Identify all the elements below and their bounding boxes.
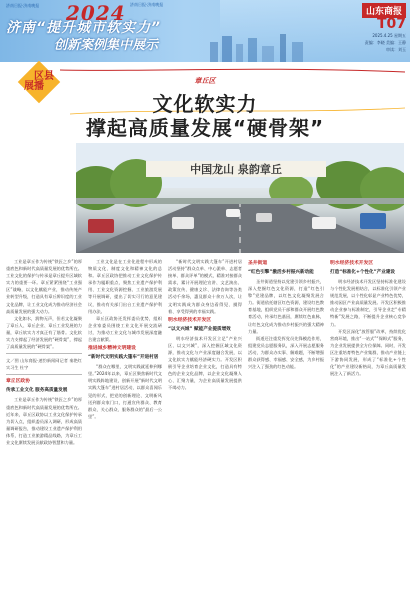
checker-credit: 审读：刘玉 [386, 47, 406, 52]
author-credit: 文／图 山东商报·速豹新闻网记者 秦艳红 实习生 杜宇 [6, 358, 82, 371]
district-name: 章丘区 [194, 77, 216, 85]
section-subheading: “以文兴城” 赋能产业提质增效 [168, 326, 231, 332]
column1-top-spacer [6, 150, 82, 258]
intro-paragraph-1: 工业是章丘作为传统“铁匠之乡”的厚重底色和新时代高质量发展的优势所在。工业文化的保护与传承是章丘提升区域软实力的重要一环。章丘紧紧围绕“工业强区”战略，以文化赋能产业，推动传统产业转型升级，打造具有章丘辨识度的工业文化品牌，让工业文化成为推动经济社会高质量发展的强大动力。 [6, 259, 82, 314]
district-badge-line1: 区县 [33, 71, 54, 83]
section-paragraph: 明水经济技术开发区坚持标准化建设与个性化发展相结合，以标准化引领产业规范发展，以个性化彰显产业特色优势，推动园区产业高质量发展。开发区积极推动企业参与标准制定，引导企业走“专精特新”发展之路，不断提升企业核心竞争力。 [330, 279, 406, 327]
section-paragraph: 工业是章丘作为传统“铁匠之乡”的厚重底色和新时代高质量发展的优势所在。近年来，章丘区政协以工业文化保护传承为切入点，组织委员深入调研，形成高质量调研报告，推动建设工业遗产保护利用体系，打造工业旅游精品线路，为章丘工业文化赓续发展贡献政协智慧和力量。 [6, 397, 82, 445]
section-heading: 圣井街道 [248, 261, 268, 266]
headline-line1: 文化软实力 [152, 92, 258, 116]
paper-name-badge: 山东商报 [362, 3, 406, 18]
section-subheading: “红色引擎”激活乡村振兴新动能 [248, 270, 314, 275]
section-heading: 明水经济技术开发区 [168, 317, 212, 323]
section-subheading: “新时代文明实践大篷车”开进村居 [88, 355, 159, 361]
paragraph: 街道还注重发挥党员先锋模范作用，组建党员志愿服务队，深入开展志愿服务活动，为群众办实事、解难题，不断增强群众获得感、幸福感、安全感，为乡村振兴注入了强劲的红色动能。 [248, 335, 324, 370]
section-paragraph: “群众在哪里，文明实践就延伸到哪里。”2024年以来，章丘区聚焦新时代文明实践阵地建设，创新开展“新时代文明实践大篷车”进村居活动，以群众喜闻乐见的形式，把党的创新理论、文明新风送到群众家门口，打通宣传群众、教育群众、关心群众、服务群众的“最后一公里”。 [88, 364, 162, 419]
article-column-5 [330, 258, 406, 598]
paragraph: 开发区深化“放管服”改革，持续优化营商环境，推出“一站式”“保姆式”服务，为企业发展提供全方位保障。同时，开发区注重培育特色产业集群，推动产业链上下游协同发展，形成了“标准化+个性化”的产业建设新格局，为章丘高质量发展注入了新活力。 [330, 328, 406, 377]
article-column-1 [6, 150, 82, 598]
masthead [0, 0, 410, 62]
article-column-2 [88, 258, 162, 598]
paragraph: 工业文化是在工业化进程中形成的物质文化、制度文化和精神文化的总和。章丘区政协把推动工业文化保护传承作为履职重点，聚焦工业遗产保护利用、工业文化资源挖掘、工业旅游发展等开展调研，提出了切实可行的意见建议，推动有关部门出台工业遗产保护利用办法。 [88, 259, 162, 314]
editor-credit: 责编：李晓 美编：王静 [364, 40, 406, 45]
section-subheading: 打造“标准化+个性化”产业建设 [330, 270, 396, 275]
divider [6, 374, 82, 375]
intro-paragraph-2: 文化如水，润物无声，但若文化凝聚了章丘人、章丘企业、章丘工业发展的力量，章丘软实力才真正有了筋骨。文化软实力支撑起了经济发展的“硬骨架”，撑起了高质量发展的“硬骨架”。 [6, 315, 82, 350]
section-subheading: 传承工业文化 服务高质量发展 [6, 388, 68, 394]
article-column-3 [168, 258, 242, 598]
street-sign-text: 中国龙山 泉韵章丘 [190, 163, 282, 176]
page-number: T07 [376, 16, 406, 32]
paragraph: “新时代文明实践大篷车”开进村居活动坚持“群众点单、中心派单、志愿者接单、群众评单”的模式，精准对接群众需求，累计开展理论宣讲、文艺演出、政策宣传、健康义诊、法律咨询等各类活动千余场，惠及群众十余万人次，让文明实践成为群众身边看得见、摸得着、享受得到的幸福实践。 [168, 259, 242, 314]
district-badge-line2: 展播 [24, 80, 45, 92]
section-heading: 明水经济技术开发区 [330, 261, 374, 266]
divider [6, 353, 82, 354]
section-heading: 推进城乡精神文明建设 [88, 346, 136, 352]
masthead-small-text: 济南日报·济南晚报 [6, 3, 40, 8]
masthead-tag: 济南日报·济南晚报 [130, 2, 164, 7]
section-heading: 章丘区政协 [6, 379, 30, 385]
masthead-title-line1: 济南“提升城市软实力” [6, 20, 162, 36]
headline-line2: 撑起高质量发展“硬骨架” [85, 116, 325, 140]
masthead-year: 2024 [66, 1, 126, 25]
city-skyline-graphic [200, 32, 350, 62]
masthead-title-line2: 创新案例集中展示 [54, 38, 159, 53]
article-column-4 [248, 258, 324, 598]
section-paragraph: 明水经济技术开发区立足“产业兴区、以文兴城”，深入挖掘区域文化资源，推动文化与产业深度融合发展，以文化软实力赋能经济硬实力。开发区积极引导企业培育企业文化，打造具有特色的企业文化品牌，以企业文化凝聚人心、汇聚力量，为企业高质量发展提供不竭动力。 [168, 335, 242, 391]
issue-date: 2025.4.25 星期五 [372, 33, 406, 38]
paragraph: 章丘区政协还发挥委员优势，组织企业家委员围绕工业文化开展交流研讨，为推动工业文化与城市发展深度融合建言献策。 [88, 315, 162, 343]
street-scene-illustration [76, 143, 404, 253]
street-photo [76, 143, 404, 253]
section-paragraph: 圣井街道坚持以党建引领乡村振兴，深入挖掘红色文化资源，打造“红色引擎”党建品牌，以红色文化凝聚发展合力。街道依托辖区红色资源，建设红色教育基地，组织党员干部和群众开展红色教育活动，传承红色基因，赓续红色血脉，让红色文化成为推动乡村振兴的强大精神力量。 [248, 279, 324, 334]
